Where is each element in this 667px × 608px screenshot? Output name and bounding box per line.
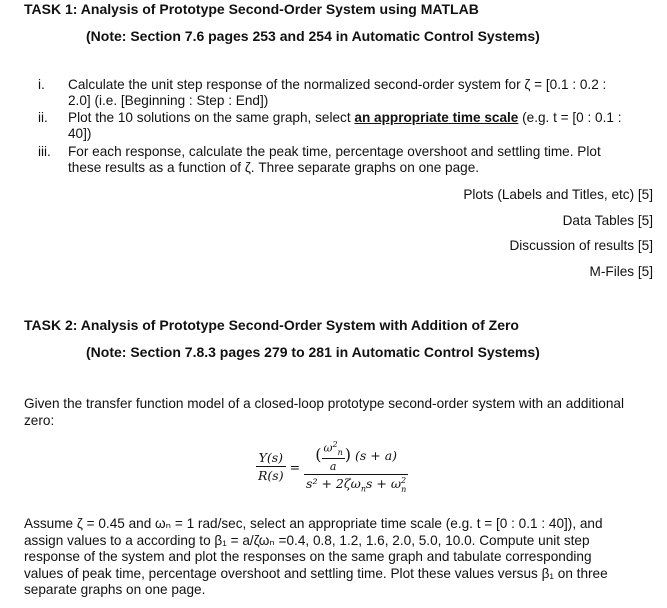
task2-intro-line2: zero:	[24, 412, 55, 428]
item-3-line2: these results as a function of ζ. Three separate graphs on one page.	[68, 160, 480, 175]
inner-numerator-sup: 2	[332, 440, 338, 449]
rhs-den-part2: s + ω	[365, 476, 402, 491]
rhs-fraction	[304, 440, 408, 494]
rhs-den-sub2: n	[401, 484, 407, 494]
item-2-line1	[68, 110, 622, 126]
mark-plots: Plots (Labels and Titles, etc) [5]	[463, 187, 653, 202]
item-1-line1: Calculate the unit step response of the normalized second-order system for ζ = [0.1 : 0.2 :	[68, 77, 607, 92]
task2-para-line1: Assume ζ = 0.45 and ωₙ = 1 rad/sec, select an appropriate time scale (e.g. t = [0 : 0.1 : 40]), and	[24, 516, 603, 531]
task1-title: TASK 1: Analysis of Prototype Second-Order System using MATLAB	[24, 1, 479, 17]
rhs-den-sup: 2	[401, 475, 407, 485]
lhs-fraction	[256, 450, 286, 483]
item-2-number: ii.	[38, 110, 48, 125]
mark-mfiles: M-Files [5]	[589, 264, 653, 279]
rhs-den-sub: n	[360, 484, 366, 494]
item-1-line2: 2.0] (i.e. [Beginning : Step : End])	[68, 93, 269, 108]
rhs-numerator-tail: (s + a)	[354, 447, 398, 463]
rhs-den-part1: s² + 2ζω	[306, 476, 361, 491]
task2-instructions	[24, 516, 656, 599]
item-3-line1: For each response, calculate the peak time, percentage overshoot and settling time. Plot	[68, 144, 601, 159]
task2-para-line2: assign values to a according to β₁ = a/ζωₙ =0.4, 0.8, 1.2, 1.6, 2.0, 5.0, 10.0. Compute unit step	[24, 532, 590, 548]
task1-note: (Note: Section 7.6 pages 253 and 254 in Automatic Control Systems)	[86, 28, 540, 44]
task2-intro-line1: Given the transfer function model of a closed-loop prototype second-order system with an additional	[24, 396, 624, 411]
inner-numerator-sub: n	[337, 447, 343, 457]
transfer-function-equation	[256, 440, 408, 494]
item-2-line1-a: Plot the 10 solutions on the same graph, select	[68, 110, 355, 125]
rhs-denominator	[304, 475, 408, 494]
item-1-number: i.	[38, 77, 45, 92]
item-2-emphasis: an appropriate time scale	[354, 110, 519, 125]
inner-denominator: a	[329, 459, 337, 473]
task2-intro	[24, 396, 656, 429]
task2-para-line5: separate graphs on one page.	[24, 582, 206, 597]
task2-note: (Note: Section 7.8.3 pages 279 to 281 in Automatic Control Systems)	[86, 344, 540, 360]
lhs-denominator: R(s)	[258, 468, 284, 484]
lhs-numerator: Y(s)	[256, 450, 286, 467]
inner-fraction	[322, 440, 345, 473]
item-2-line1-c: (e.g. t = [0 : 0.1 :	[518, 110, 622, 125]
mark-data-tables: Data Tables [5]	[562, 213, 653, 228]
item-3-number: iii.	[38, 144, 51, 159]
task2-para-line4: values of peak time, percentage overshoot and settling time. Plot these values versus β₁ on three	[24, 565, 608, 581]
task2-para-line3: response of the system and plot the responses on the same graph and tabulate corresponding	[24, 549, 592, 564]
task2-title: TASK 2: Analysis of Prototype Second-Order System with Addition of Zero	[24, 317, 519, 333]
item-2-line2: 40])	[68, 126, 92, 141]
mark-discussion: Discussion of results [5]	[509, 238, 653, 253]
equals-sign: =	[289, 459, 301, 475]
rhs-numerator: ( $\frac{\omega^2_n}{a}$ ) (s + a)	[304, 440, 408, 475]
inner-numerator: ω	[323, 441, 333, 455]
